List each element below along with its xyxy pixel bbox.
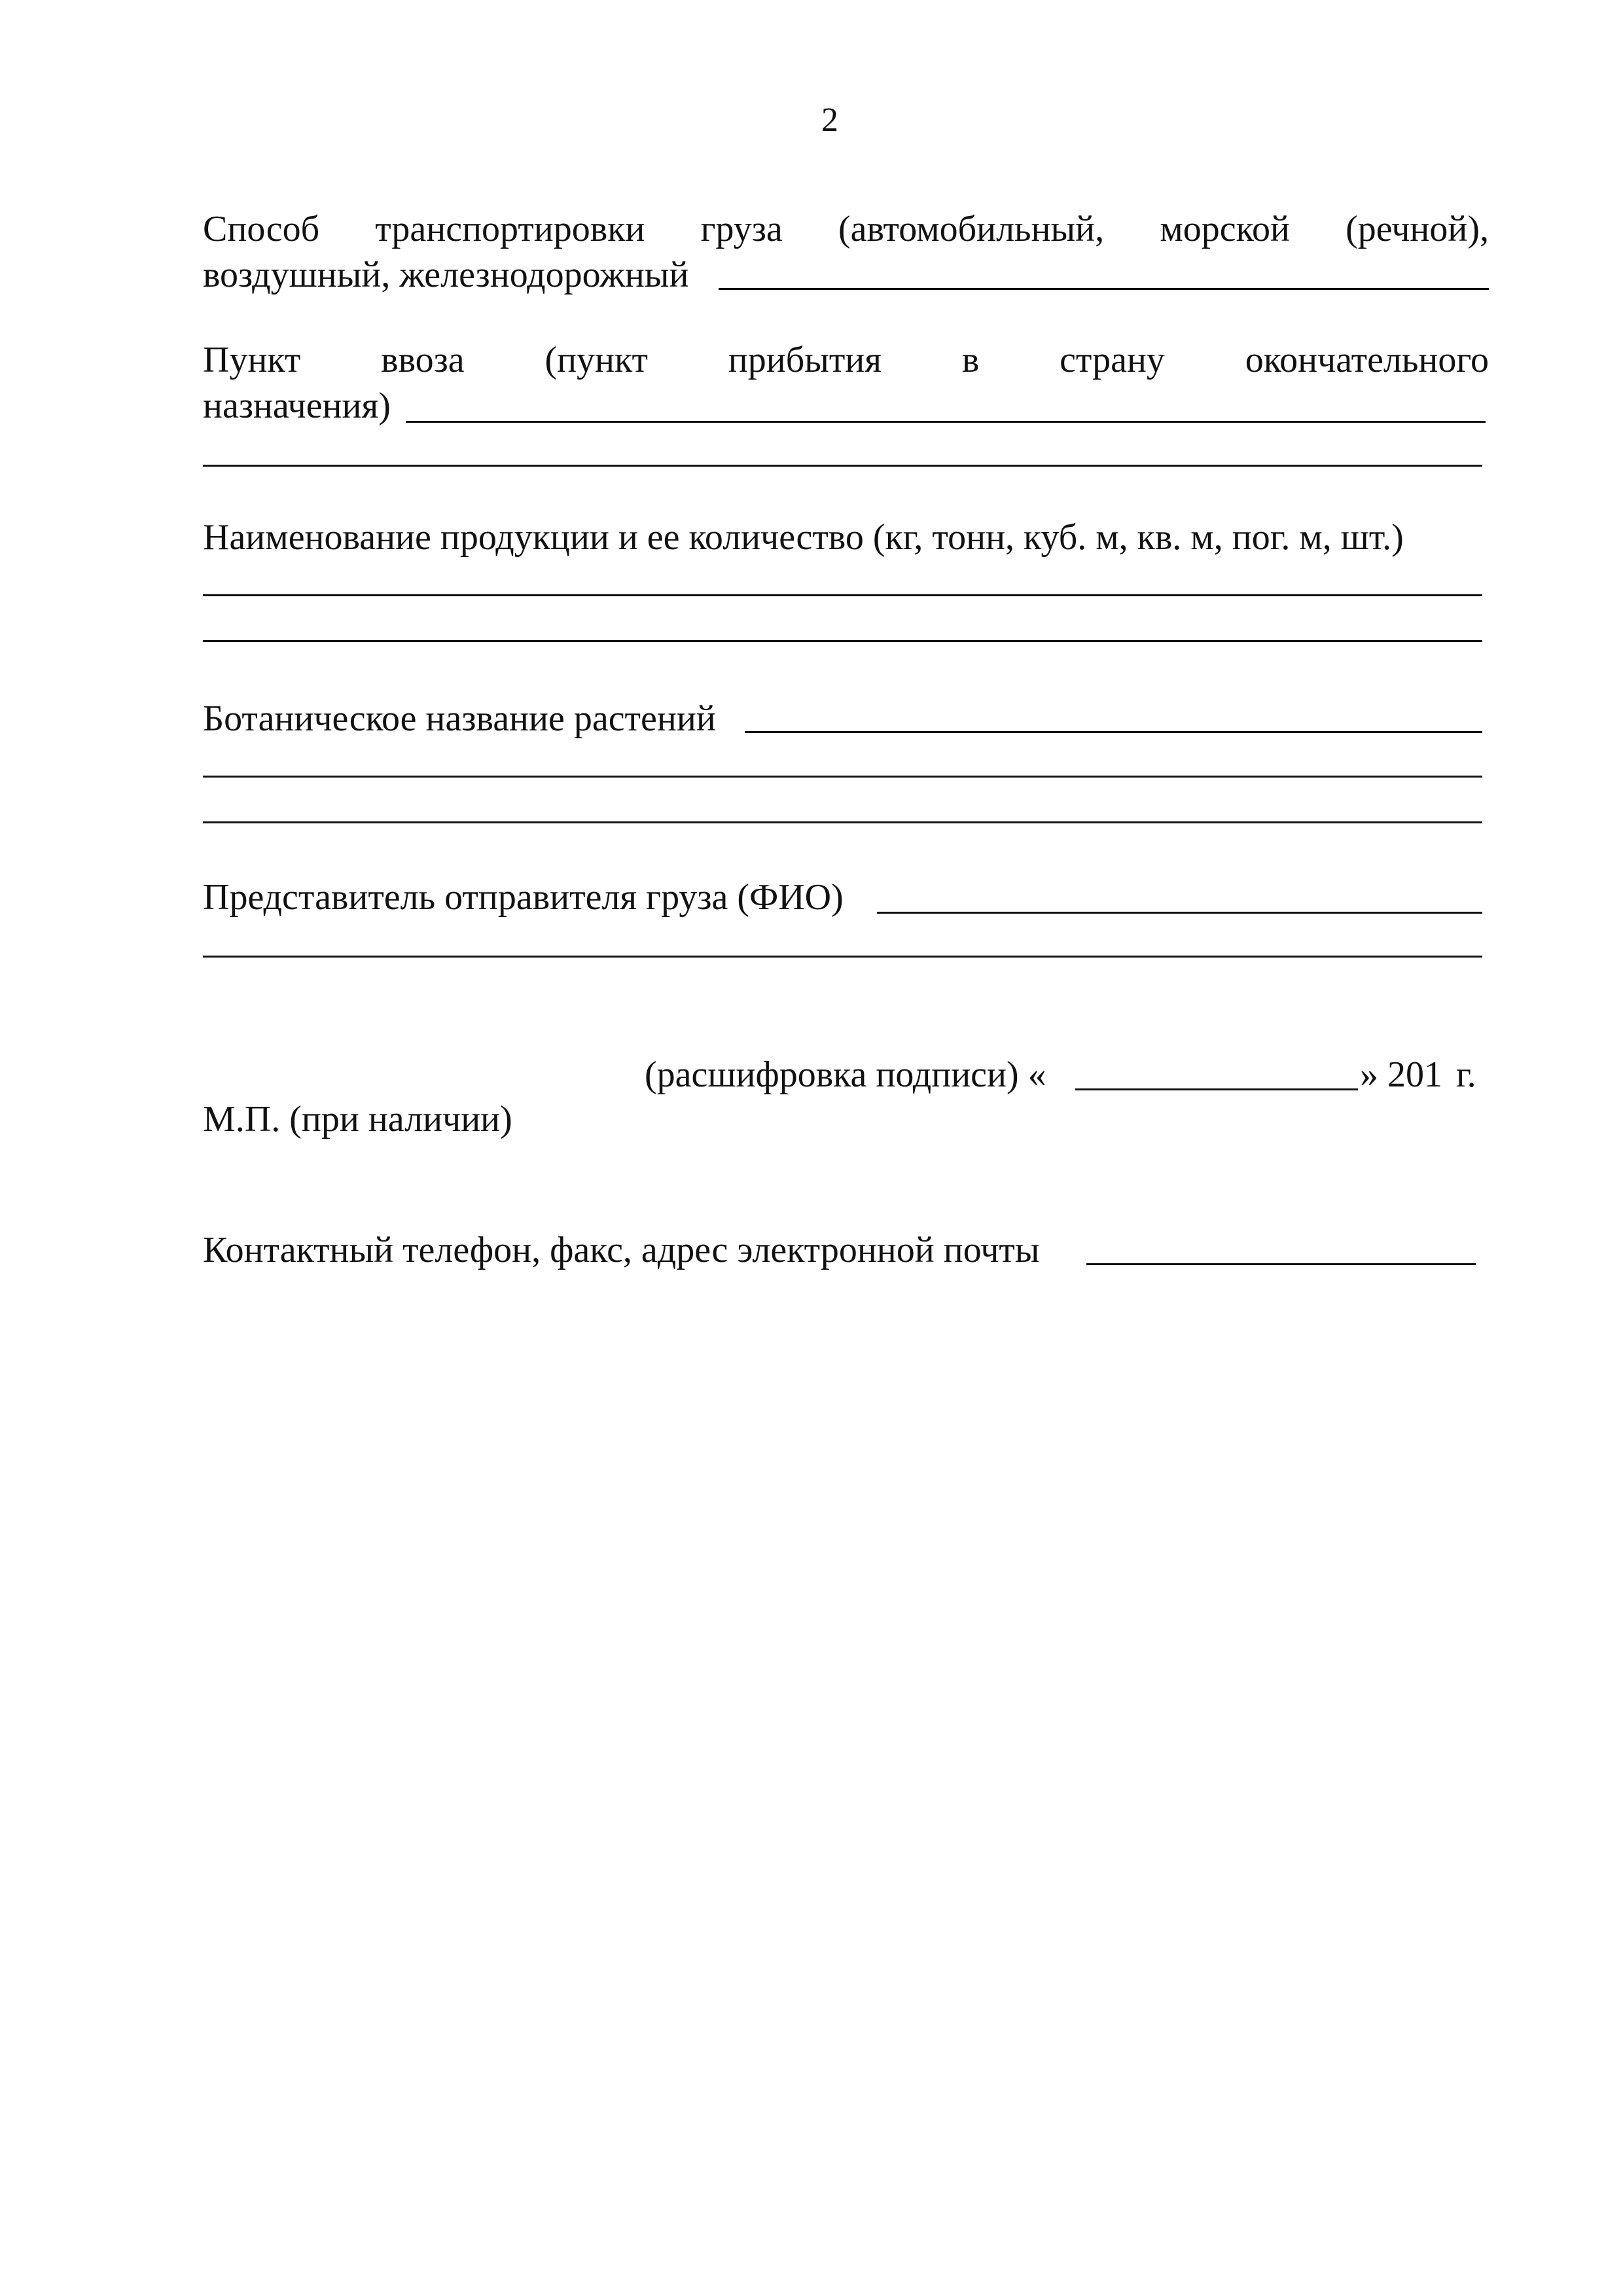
entry-word: окончательного <box>1245 340 1489 380</box>
entry-word: ввоза <box>381 340 465 380</box>
transport-method-label <box>203 211 1489 247</box>
entry-word: Пункт <box>203 340 301 380</box>
date-year-unit: г. <box>1456 1054 1476 1095</box>
transport-word: транспортировки <box>375 209 645 249</box>
date-year-label: » 201 <box>1360 1054 1442 1095</box>
representative-field-2[interactable] <box>203 956 1482 958</box>
transport-word: морской <box>1160 209 1290 249</box>
date-field[interactable] <box>1075 1088 1358 1090</box>
products-field-2[interactable] <box>203 640 1482 642</box>
contacts-field[interactable] <box>1086 1263 1476 1265</box>
contacts-label: Контактный телефон, факс, адрес электронной почты <box>203 1230 1040 1270</box>
representative-label: Представитель отправителя груза (ФИО) <box>203 877 844 918</box>
entry-word: (пункт <box>544 340 648 380</box>
transport-word: груза <box>700 209 783 249</box>
representative-field-1[interactable] <box>877 912 1482 914</box>
transport-word: (автомобильный, <box>838 209 1105 249</box>
entry-word: в <box>961 340 980 380</box>
stamp-label: М.П. (при наличии) <box>203 1099 512 1139</box>
entry-point-field-1[interactable] <box>406 421 1486 423</box>
entry-word: прибытия <box>728 340 882 380</box>
transport-word: Способ <box>203 209 320 249</box>
page-number: 2 <box>821 101 838 139</box>
entry-point-label <box>203 342 1489 378</box>
signature-decoding-label: (расшифровка подписи) « <box>645 1054 1046 1095</box>
botanical-field-2[interactable] <box>203 776 1482 778</box>
transport-method-label-cont: воздушный, железнодорожный <box>203 255 689 295</box>
transport-method-field[interactable] <box>719 288 1489 290</box>
botanical-field-1[interactable] <box>745 731 1482 733</box>
products-label: Наименование продукции и ее количество (кг, тонн, куб. м, кв. м, пог. м, шт.) <box>203 517 1404 558</box>
transport-word: (речной), <box>1346 209 1489 249</box>
products-field-1[interactable] <box>203 594 1482 596</box>
botanical-label: Ботаническое название растений <box>203 698 716 739</box>
botanical-field-3[interactable] <box>203 821 1482 823</box>
entry-point-label-cont: назначения) <box>203 386 391 426</box>
entry-word: страну <box>1060 340 1165 380</box>
entry-point-field-2[interactable] <box>203 465 1482 467</box>
